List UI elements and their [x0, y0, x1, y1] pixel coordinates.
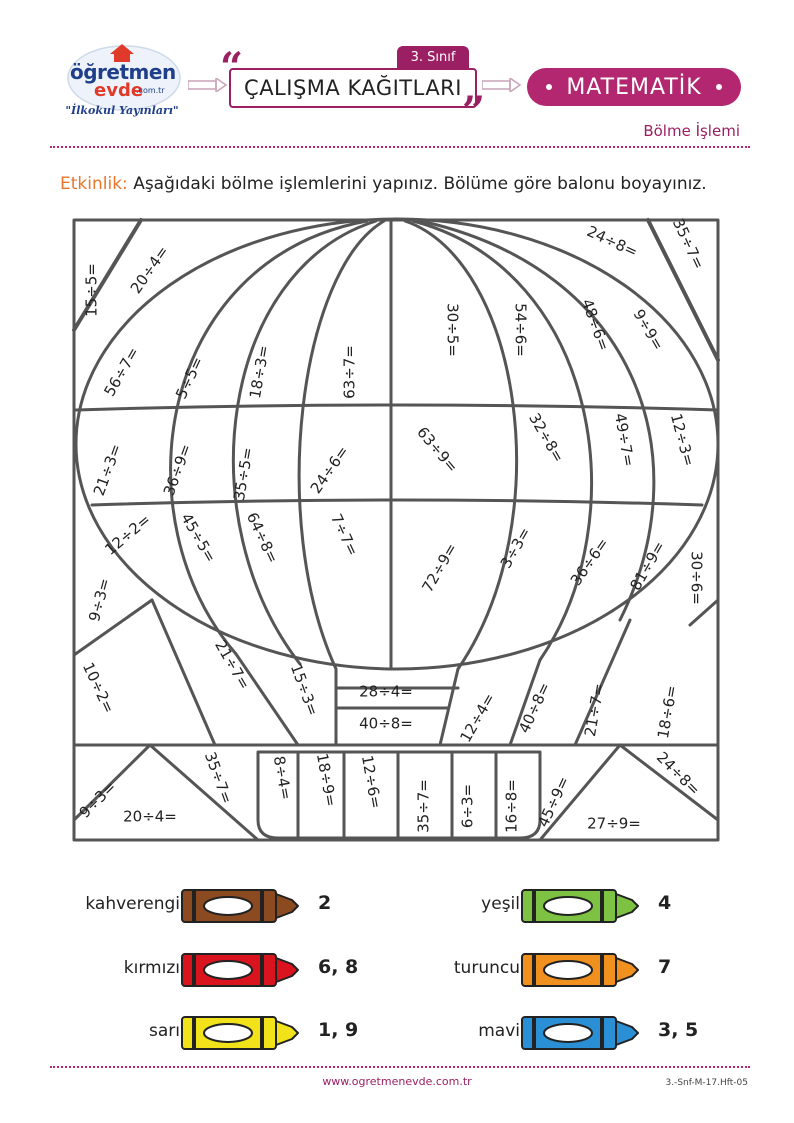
yellow-crayon-icon — [180, 1013, 304, 1053]
division-problem[interactable]: 48÷6= — [577, 296, 614, 354]
division-problem[interactable]: 35÷7= — [200, 749, 237, 807]
close-quote-icon: ” — [462, 88, 486, 135]
division-problem[interactable]: 12÷2= — [101, 510, 155, 559]
division-problem[interactable]: 18÷3= — [245, 343, 274, 400]
legend-quotient-values: 6, 8 — [318, 956, 359, 978]
division-problem[interactable]: 27÷9= — [587, 814, 641, 833]
rope-line — [152, 600, 215, 745]
division-problem[interactable]: 45÷9= — [534, 773, 574, 830]
red-crayon-icon — [180, 950, 304, 990]
division-problem[interactable]: 24÷8= — [652, 748, 704, 800]
division-problem[interactable]: 3÷3= — [496, 524, 535, 572]
division-problem[interactable]: 15÷5= — [82, 263, 101, 317]
blue-crayon-icon — [520, 1013, 644, 1053]
logo-text-bottom: evde — [94, 80, 144, 101]
green-crayon-icon — [520, 886, 644, 926]
logo-text-top: öğretmen — [70, 60, 176, 84]
balloon-meridian — [233, 221, 376, 664]
division-problem[interactable]: 54÷6= — [511, 303, 530, 357]
footer-divider — [50, 1066, 750, 1068]
division-problem[interactable]: 18÷9= — [312, 751, 341, 808]
division-problem[interactable]: 21÷7= — [211, 636, 254, 693]
division-problem[interactable]: 24÷6= — [306, 442, 353, 497]
division-problem[interactable]: 36÷9= — [159, 441, 196, 499]
division-problem[interactable]: 24÷8= — [584, 222, 641, 262]
legend-color-name: mavi — [478, 1021, 520, 1041]
legend-quotient-values: 2 — [318, 892, 332, 914]
side-divider — [74, 600, 152, 655]
division-problem[interactable]: 35÷5= — [229, 445, 258, 502]
division-problem[interactable]: 21÷7= — [580, 681, 609, 738]
logo-tagline: "İlkokul Yayınları" — [65, 104, 179, 117]
division-problem[interactable]: 81÷9= — [626, 537, 669, 594]
division-problem[interactable]: 35÷7= — [414, 779, 433, 833]
open-quote-icon: “ — [220, 44, 244, 91]
division-problem[interactable]: 30÷5= — [443, 303, 462, 357]
division-problem[interactable]: 7÷7= — [326, 510, 362, 559]
division-problem[interactable]: 36÷6= — [566, 534, 613, 589]
legend-quotient-values: 1, 9 — [318, 1019, 359, 1041]
legend-color-name: sarı — [149, 1021, 180, 1041]
division-problem[interactable]: 49÷7= — [610, 411, 639, 468]
division-problem[interactable]: 20÷4= — [123, 807, 177, 826]
activity-label: Etkinlik: — [60, 174, 128, 194]
division-problem[interactable]: 9÷3= — [85, 576, 114, 624]
division-problem[interactable]: 20÷4= — [126, 242, 173, 297]
balloon-meridian — [299, 221, 384, 669]
division-problem[interactable]: 64÷8= — [242, 509, 282, 566]
division-problem[interactable]: 12÷4= — [456, 689, 499, 746]
grade-badge: 3. Sınıf — [397, 46, 469, 68]
legend-quotient-values: 3, 5 — [658, 1019, 699, 1041]
division-problem[interactable]: 63÷9= — [413, 423, 462, 477]
legend-color-name: turuncu — [453, 958, 520, 978]
division-problem[interactable]: 16÷8= — [502, 779, 521, 833]
balloon-band-lower — [92, 500, 702, 505]
footer-url[interactable]: www.ogretmenevde.com.tr — [322, 1075, 472, 1088]
division-problem[interactable]: 72÷9= — [418, 539, 461, 596]
division-problem[interactable]: 28÷4= — [359, 682, 413, 701]
division-problem[interactable]: 21÷3= — [89, 441, 126, 499]
division-problem[interactable]: 5÷5= — [172, 353, 208, 402]
worksheet-title: ÇALIŞMA KAĞITLARI — [229, 68, 477, 108]
worksheet-code: 3.-Snf-M-17.Hft-05 — [665, 1078, 748, 1088]
division-problem[interactable]: 10÷2= — [78, 659, 118, 716]
legend-color-name: yeşil — [481, 894, 520, 914]
balloon-band-upper — [76, 405, 718, 410]
division-problem[interactable]: 32÷8= — [525, 409, 568, 466]
brown-crayon-icon — [180, 886, 304, 926]
balloon-meridian — [171, 221, 367, 654]
division-problem[interactable]: 40÷8= — [359, 714, 413, 733]
division-problem[interactable]: 35÷7= — [668, 215, 708, 272]
division-problem[interactable]: 6÷3= — [458, 783, 477, 829]
division-problem[interactable]: 30÷6= — [687, 551, 706, 605]
legend-quotient-values: 7 — [658, 956, 672, 978]
division-problem[interactable]: 9÷3= — [75, 777, 120, 822]
division-problem[interactable]: 15÷3= — [286, 661, 323, 719]
division-problem[interactable]: 45÷5= — [177, 509, 220, 566]
division-problem[interactable]: 12÷3= — [666, 411, 699, 469]
legend-quotient-values: 4 — [658, 892, 672, 914]
subject-label: MATEMATİK — [566, 74, 702, 100]
division-problem[interactable]: 40÷8= — [515, 679, 555, 736]
orange-crayon-icon — [520, 950, 644, 990]
division-problem[interactable]: 8÷4= — [269, 754, 296, 802]
topic-label: Bölme İşlemi — [643, 122, 740, 140]
division-problem[interactable]: 56÷7= — [100, 343, 143, 400]
division-problem[interactable]: 9÷9= — [629, 306, 668, 354]
division-problem[interactable]: 18÷6= — [653, 683, 682, 740]
logo-domain: .com.tr — [136, 86, 165, 95]
legend-color-name: kırmızı — [123, 958, 180, 978]
legend-color-name: kahverengi — [85, 894, 180, 914]
instruction-text: Aşağıdaki bölme işlemlerini yapınız. Bölüme göre balonu boyayınız. — [133, 174, 707, 194]
division-problem[interactable]: 12÷6= — [357, 753, 386, 810]
division-problem[interactable]: 63÷7= — [340, 345, 359, 399]
